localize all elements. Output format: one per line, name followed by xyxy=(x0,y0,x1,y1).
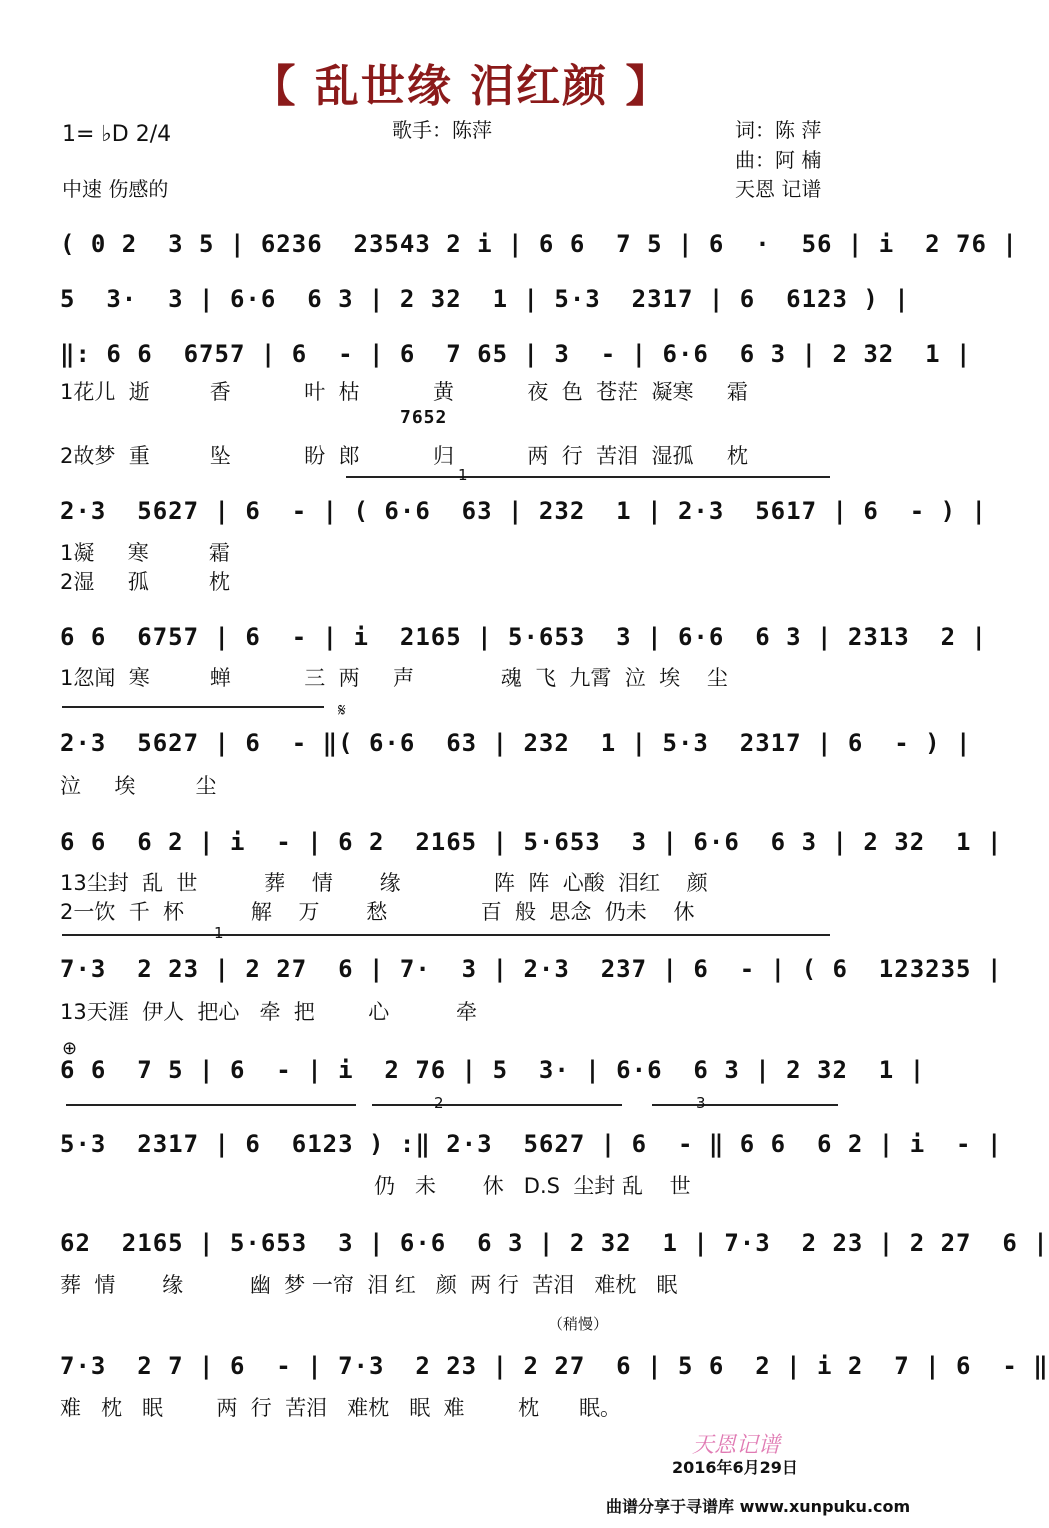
site-credit: 曲谱分享于寻谱库 www.xunpuku.com xyxy=(606,1497,911,1516)
score-line-6-lyric: 泣 埃 尘 xyxy=(60,774,217,798)
segno-sign: 𝄋 xyxy=(338,700,346,721)
score-line-3-lyric-2: 2故梦 重 坠 盼 郎 归 两 行 苦泪 湿孤 枕 xyxy=(60,444,748,468)
score-line-4-notes: 2·3 5627 | 6 - | ( 6·6 63 | 232 1 | 2·3 5617 | 6 - ) | xyxy=(60,497,987,525)
volta-number-1: 1 xyxy=(458,466,468,484)
score-line-4-lyric-2: 2湿 孤 枕 xyxy=(60,570,230,594)
song-title: 【 乱世缘 泪红颜 】 xyxy=(251,61,672,112)
coda-sign: ⊕ xyxy=(62,1038,78,1059)
volta-bracket-2 xyxy=(372,1104,622,1106)
score-line-7-notes: 6 6 6 2 | i - | 6 2 2165 | 5·653 3 | 6·6 6 3 | 2 32 1 | xyxy=(60,828,1003,856)
score-line-10-lyric: 仍 未 休 D.S 尘封 乱 世 xyxy=(374,1174,691,1198)
score-line-5-lyric: 1忽闻 寒 蝉 三 两 声 魂 飞 九霄 泣 埃 尘 xyxy=(60,666,728,690)
volta-bracket-end xyxy=(66,1104,356,1106)
tempo-marking: 中速 伤感的 xyxy=(62,177,169,201)
score-line-9-notes: 6 6 7 5 | 6 - | i 2 76 | 5 3· | 6·6 6 3 | 2 32 1 | xyxy=(60,1056,926,1084)
score-line-11-lyric: 葬 情 缘 幽 梦 一帘 泪 红 颜 两 行 苦泪 难枕 眠 xyxy=(60,1273,678,1297)
score-line-5-notes: 6 6 6757 | 6 - | i 2165 | 5·653 3 | 6·6 6 3 | 2313 2 | xyxy=(60,623,987,651)
score-line-10-notes: 5·3 2317 | 6 6123 ) :‖ 2·3 5627 | 6 - ‖ 6 6 6 2 | i - | xyxy=(60,1130,1003,1158)
composer-label: 曲：阿 楠 xyxy=(735,148,822,172)
volta-bracket-3 xyxy=(652,1104,838,1106)
tempo-change-mark: （稍慢） xyxy=(548,1315,609,1333)
singer-label: 歌手：陈萍 xyxy=(392,118,492,142)
tie-line xyxy=(62,706,324,708)
score-line-11-notes: 62 2165 | 5·653 3 | 6·6 6 3 | 2 32 1 | 7·3 2 23 | 2 27 6 | xyxy=(60,1229,1049,1257)
score-line-7-lyric-1: 13尘封 乱 世 葬 情 缘 阵 阵 心酸 泪红 颜 xyxy=(60,871,708,895)
alternate-notes: 7652 xyxy=(400,407,448,428)
score-line-3-lyric-1: 1花儿 逝 香 叶 枯 黄 夜 色 苍茫 凝寒 霜 xyxy=(60,380,748,404)
volta-bracket-1b xyxy=(62,934,830,936)
score-line-7-lyric-2: 2一饮 千 杯 解 万 愁 百 般 思念 仍未 休 xyxy=(60,900,695,924)
score-line-8-notes: 7·3 2 23 | 2 27 6 | 7· 3 | 2·3 237 | 6 - | ( 6 123235 | xyxy=(60,955,1003,983)
score-line-2-notes: 5 3· 3 | 6·6 6 3 | 2 32 1 | 5·3 2317 | 6 6123 ) | xyxy=(60,285,910,313)
volta-bracket-1 xyxy=(346,476,830,478)
score-line-6-notes: 2·3 5627 | 6 - ‖( 6·6 63 | 232 1 | 5·3 2317 | 6 - ) | xyxy=(60,729,972,757)
lyricist-label: 词：陈 萍 xyxy=(735,118,822,142)
score-line-12-lyric: 难 枕 眠 两 行 苦泪 难枕 眠 难 枕 眠。 xyxy=(60,1396,622,1420)
volta-number-2: 2 xyxy=(434,1094,444,1112)
score-line-8-lyric: 13天涯 伊人 把心 牵 把 心 牵 xyxy=(60,1000,477,1024)
score-line-4-lyric-1: 1凝 寒 霜 xyxy=(60,541,230,565)
score-line-1-notes: ( 0 2 3 5 | 6236 23543 2 i | 6 6 7 5 | 6 · 56 | i 2 76 | xyxy=(60,230,1018,258)
volta-number-3: 3 xyxy=(696,1094,706,1112)
date-label: 2016年6月29日 xyxy=(672,1458,798,1477)
score-line-12-notes: 7·3 2 7 | 6 - | 7·3 2 23 | 2 27 6 | 5 6 2 | i 2 7 | 6 - ‖ xyxy=(60,1352,1049,1380)
volta-number-1b: 1 xyxy=(214,924,224,942)
watermark: 天恩记谱 xyxy=(692,1433,781,1458)
transcriber-label: 天恩 记谱 xyxy=(735,177,822,201)
key-signature: 1= ♭D 2/4 xyxy=(62,122,172,147)
score-line-3-notes: ‖: 6 6 6757 | 6 - | 6 7 65 | 3 - | 6·6 6 3 | 2 32 1 | xyxy=(60,340,972,368)
